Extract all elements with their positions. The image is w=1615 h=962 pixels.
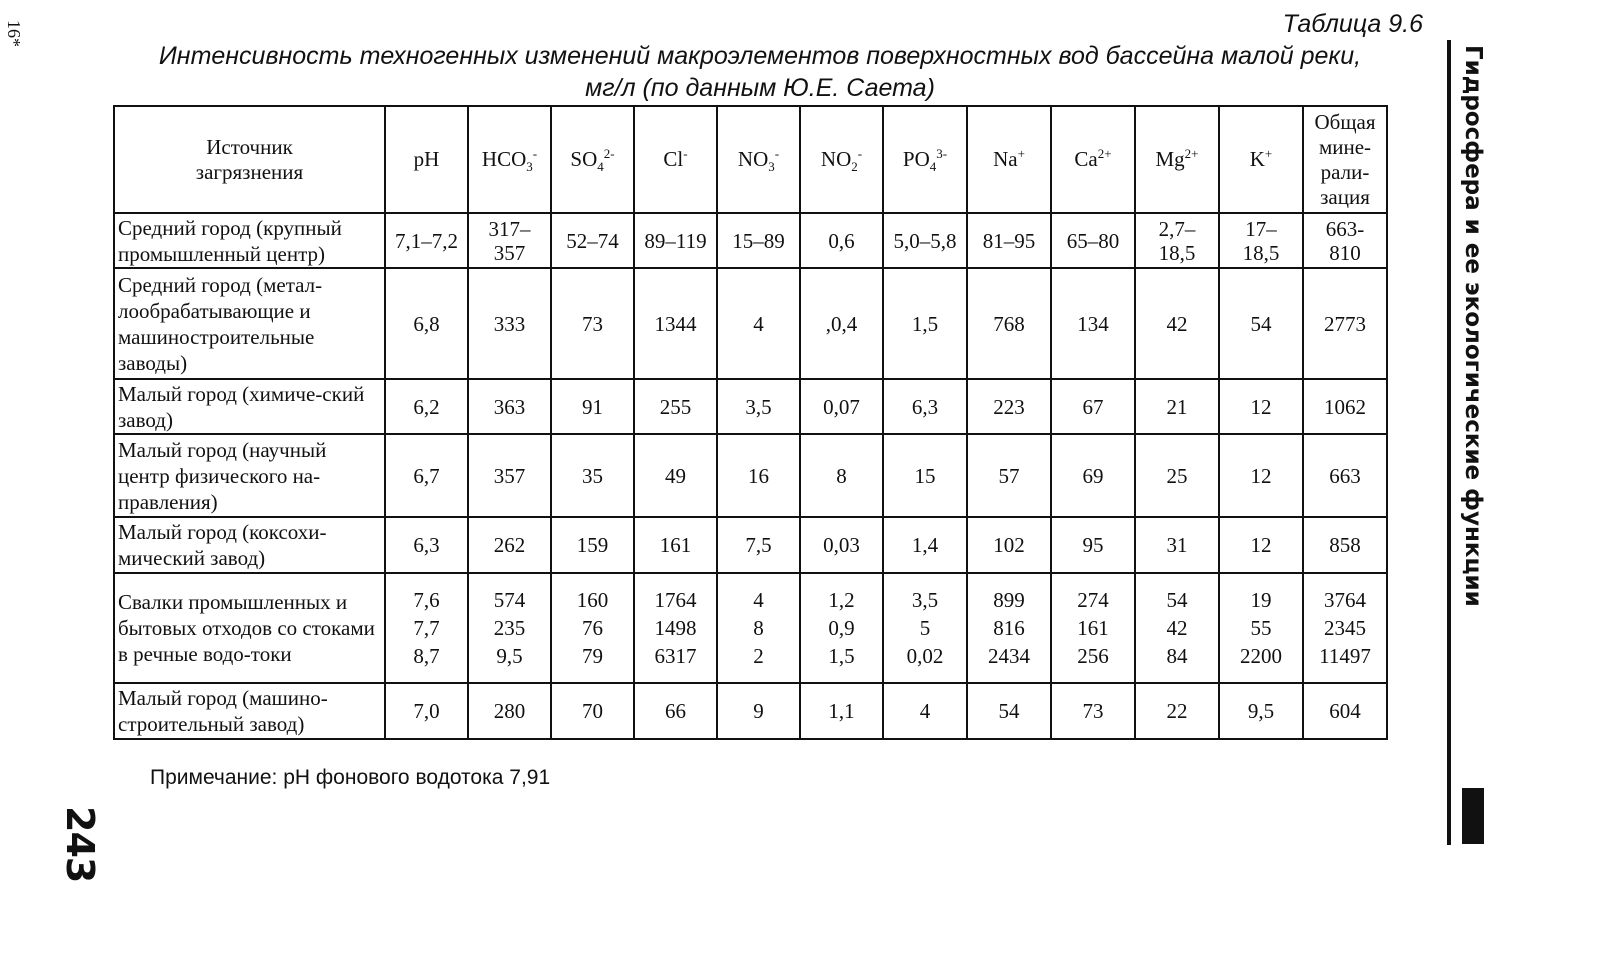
table-title-line2: мг/л (по данным Ю.Е. Саета) <box>585 74 935 102</box>
table-cell: 102 <box>967 517 1051 573</box>
cell-value: 274 <box>1077 588 1109 612</box>
row-source: Свалки промышленных и бытовых отходов со стоками в речные водо-токи <box>114 573 385 683</box>
cell-value: 3764 <box>1324 588 1366 612</box>
table-cell: 15 <box>883 434 967 517</box>
table-cell: 6,3 <box>883 379 967 434</box>
cell-value: 5 <box>919 616 931 640</box>
table-cell: 12 <box>1219 379 1303 434</box>
table-cell: 49 <box>634 434 717 517</box>
table-cell: 0,07 <box>800 379 883 434</box>
cell-value: 7,6 <box>413 588 440 612</box>
table-cell: 22 <box>1135 683 1219 739</box>
page-number: 243 <box>58 806 102 883</box>
cell-value-part: 17– <box>1245 216 1277 241</box>
cell-value: 816 <box>993 616 1025 640</box>
table-row <box>114 434 1387 517</box>
row-source: Малый город (машино-строительный завод) <box>114 683 385 739</box>
header-mineralization: Общая мине- рали- зация <box>1303 106 1387 213</box>
table-cell: 12 <box>1219 517 1303 573</box>
table-cell <box>551 573 634 683</box>
header-po4: $PO_4^{3-}$ <box>883 106 967 213</box>
table-cell: 6,7 <box>385 434 468 517</box>
cell-value: 256 <box>1077 644 1109 668</box>
side-thumb-tab <box>1462 788 1484 844</box>
cell-value-part: 663- <box>1325 216 1365 241</box>
page-marker: 16* <box>4 20 24 47</box>
table-cell: 9 <box>717 683 800 739</box>
cell-value: 161 <box>1077 616 1109 640</box>
row-source: Средний город (метал-лообрабатывающие и машиностроительные заводы) <box>114 268 385 379</box>
cell-value-part: 2,7– <box>1158 216 1196 241</box>
cell-value: 2 <box>753 644 764 668</box>
table-cell <box>1219 573 1303 683</box>
header-mg: $Mg^{2+}$ <box>1135 106 1219 213</box>
cell-value: 8,7 <box>413 644 440 668</box>
cell-value: 84 <box>1166 644 1188 668</box>
data-table <box>113 105 1388 740</box>
table-cell <box>1051 573 1135 683</box>
table-note: Примечание: рН фонового водотока 7,91 <box>150 766 551 789</box>
table-cell <box>468 573 551 683</box>
table-cell <box>634 573 717 683</box>
table-cell: 70 <box>551 683 634 739</box>
table-cell: 1,4 <box>883 517 967 573</box>
cell-value: 899 <box>993 588 1025 612</box>
table-cell: 6,2 <box>385 379 468 434</box>
cell-value: 2434 <box>988 644 1030 668</box>
cell-value: 0,9 <box>828 616 855 640</box>
table-row <box>114 517 1387 573</box>
table-cell: 42 <box>1135 268 1219 379</box>
table-cell: 768 <box>967 268 1051 379</box>
cell-value: 574 <box>493 588 526 612</box>
table-cell: 54 <box>967 683 1051 739</box>
table-cell: 52–74 <box>551 213 634 268</box>
table-cell <box>883 573 967 683</box>
table-cell: 73 <box>551 268 634 379</box>
table-cell: 15–89 <box>717 213 800 268</box>
cell-value: 76 <box>582 616 603 640</box>
cell-value-part: 18,5 <box>1242 240 1280 265</box>
table-cell: 12 <box>1219 434 1303 517</box>
table-cell <box>1219 213 1303 268</box>
table-cell: 134 <box>1051 268 1135 379</box>
table-cell: 54 <box>1219 268 1303 379</box>
header-no2: $NO_2^-$ <box>800 106 883 213</box>
table-cell: 333 <box>468 268 551 379</box>
cell-value: 19 <box>1250 588 1272 612</box>
cell-value: 235 <box>493 616 526 640</box>
table-cell: 31 <box>1135 517 1219 573</box>
cell-value: 160 <box>576 588 609 612</box>
table-label: Таблица 9.6 <box>1282 10 1423 38</box>
header-ph: pH <box>385 106 468 213</box>
cell-value: 79 <box>582 644 603 668</box>
table-cell: 1344 <box>634 268 717 379</box>
table-cell: 0,03 <box>800 517 883 573</box>
row-source: Малый город (научный центр физического на-правления) <box>114 434 385 517</box>
table-cell: 280 <box>468 683 551 739</box>
cell-value: 0,02 <box>906 644 944 668</box>
cell-value: 7,7 <box>413 616 440 640</box>
table-cell: 1,1 <box>800 683 883 739</box>
table-cell: 1062 <box>1303 379 1387 434</box>
cell-value: 4 <box>753 588 764 612</box>
row-source: Малый город (химиче-ский завод) <box>114 379 385 434</box>
table-cell: 0,6 <box>800 213 883 268</box>
table-cell: 159 <box>551 517 634 573</box>
cell-value: 3,5 <box>911 588 939 612</box>
header-k: K+ <box>1219 106 1303 213</box>
table-cell: 91 <box>551 379 634 434</box>
table-cell <box>1303 573 1387 683</box>
side-rule <box>1447 40 1451 845</box>
cell-value: 2345 <box>1324 616 1366 640</box>
table-cell: 262 <box>468 517 551 573</box>
table-cell <box>967 573 1051 683</box>
table-cell: 66 <box>634 683 717 739</box>
table-cell <box>385 573 468 683</box>
cell-value: 42 <box>1166 616 1188 640</box>
table-cell: 4 <box>717 268 800 379</box>
table-row <box>114 379 1387 434</box>
table-cell: 6,3 <box>385 517 468 573</box>
table-cell <box>800 573 883 683</box>
table-cell <box>1135 213 1219 268</box>
table-cell <box>1135 573 1219 683</box>
table-row <box>114 213 1387 268</box>
table-cell: 161 <box>634 517 717 573</box>
table-title-line1: Интенсивность техногенных изменений макроэлементов поверхностных вод бассейна малой реки, <box>158 42 1362 70</box>
table-row <box>114 683 1387 739</box>
table-cell: 65–80 <box>1051 213 1135 268</box>
table-cell: 69 <box>1051 434 1135 517</box>
header-no3: $NO_3^-$ <box>717 106 800 213</box>
table-cell: 1,5 <box>883 268 967 379</box>
table-cell: 16 <box>717 434 800 517</box>
table-cell <box>468 213 551 268</box>
table-cell: 89–119 <box>634 213 717 268</box>
cell-value: 55 <box>1250 616 1272 640</box>
table-cell: 21 <box>1135 379 1219 434</box>
table-cell: 663 <box>1303 434 1387 517</box>
cell-value-part: 18,5 <box>1158 240 1196 265</box>
table-cell: 73 <box>1051 683 1135 739</box>
table-cell: 223 <box>967 379 1051 434</box>
cell-value: 9,5 <box>496 644 523 668</box>
cell-value: 1,2 <box>828 588 855 612</box>
table-cell: 255 <box>634 379 717 434</box>
row-source: Малый город (коксохи-мический завод) <box>114 517 385 573</box>
cell-value-part: 357 <box>493 240 526 265</box>
header-source: Источник загрязнения <box>114 106 385 213</box>
table-cell: 95 <box>1051 517 1135 573</box>
header-ca: $Ca^{2+}$ <box>1051 106 1135 213</box>
table-cell: 67 <box>1051 379 1135 434</box>
table-cell: 9,5 <box>1219 683 1303 739</box>
cell-value: 11497 <box>1319 644 1371 668</box>
table-cell: 357 <box>468 434 551 517</box>
cell-value: 8 <box>753 616 764 640</box>
table-cell <box>1303 213 1387 268</box>
header-so4: $SO_4^{2-}$ <box>551 106 634 213</box>
table-cell: 2773 <box>1303 268 1387 379</box>
table-cell: 363 <box>468 379 551 434</box>
table-cell: 25 <box>1135 434 1219 517</box>
table-cell: 7,0 <box>385 683 468 739</box>
table-cell: 6,8 <box>385 268 468 379</box>
running-head: Гидросфера и ее экологические функции <box>1460 45 1486 607</box>
table-cell <box>717 573 800 683</box>
table-cell: 35 <box>551 434 634 517</box>
cell-value: 1764 <box>654 588 697 612</box>
table-cell: 8 <box>800 434 883 517</box>
table-cell: 7,5 <box>717 517 800 573</box>
table-cell: 81–95 <box>967 213 1051 268</box>
cell-value: 2200 <box>1240 644 1282 668</box>
table-cell: 7,1–7,2 <box>385 213 468 268</box>
cell-value-part: 810 <box>1329 240 1361 265</box>
table-row <box>114 573 1387 683</box>
header-hco3: $HCO_3^-$ <box>468 106 551 213</box>
cell-value-part: 317– <box>488 216 531 241</box>
table-cell: 4 <box>883 683 967 739</box>
table-cell: 3,5 <box>717 379 800 434</box>
table-row <box>114 268 1387 379</box>
table-cell: ,0,4 <box>800 268 883 379</box>
header-na: Na+ <box>967 106 1051 213</box>
header-row <box>114 106 1387 213</box>
cell-value: 1,5 <box>828 644 855 668</box>
cell-value: 1498 <box>654 616 697 640</box>
cell-value: 54 <box>1166 588 1188 612</box>
cell-value: 6317 <box>654 644 697 668</box>
table-cell: 5,0–5,8 <box>883 213 967 268</box>
table-cell: 858 <box>1303 517 1387 573</box>
table-cell: 604 <box>1303 683 1387 739</box>
header-cl: Cl- <box>634 106 717 213</box>
row-source: Средний город (крупный промышленный центр) <box>114 213 385 268</box>
table-cell: 57 <box>967 434 1051 517</box>
